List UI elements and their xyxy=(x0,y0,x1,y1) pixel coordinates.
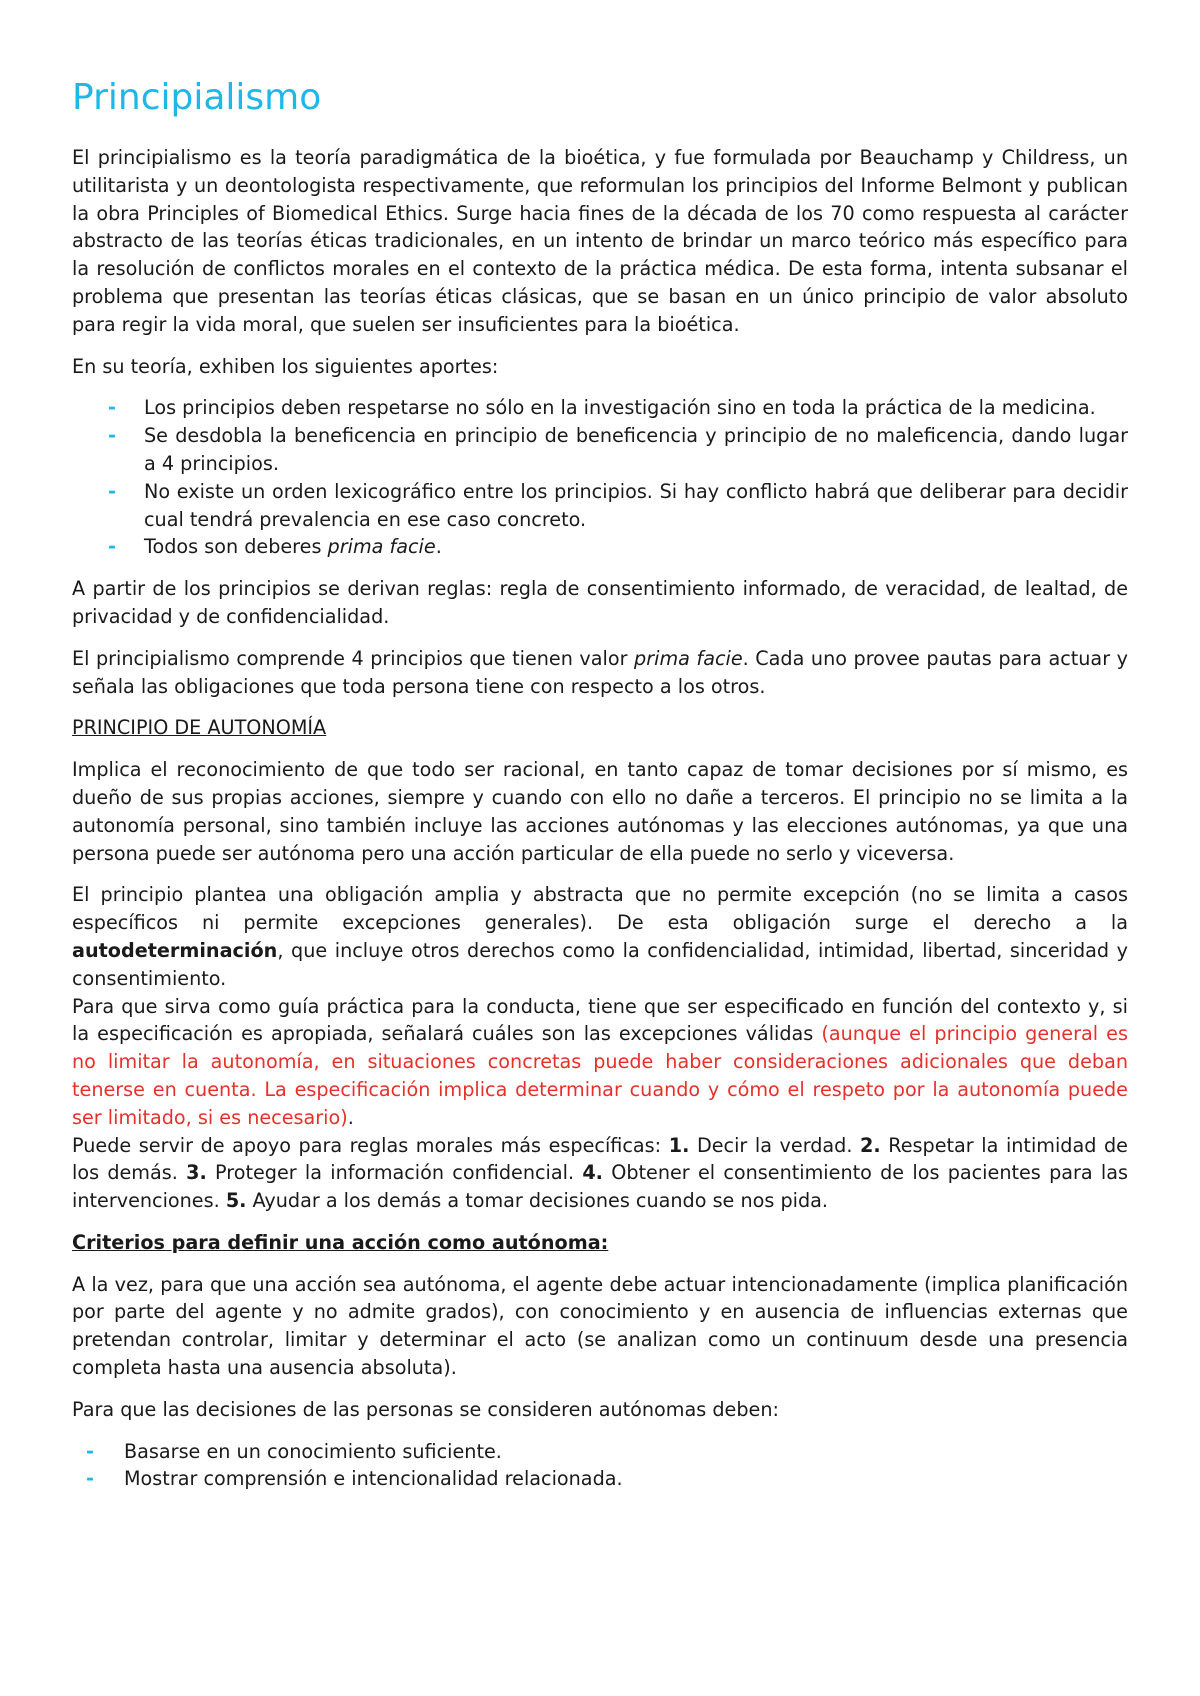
list-item-text: Se desdobla la beneficencia en principio de beneficencia y principio de no maleficencia, dando lugar a 4 principios. xyxy=(144,424,1128,475)
criterios-heading: Criterios para definir una acción como autónoma: xyxy=(72,1230,609,1254)
list-item xyxy=(72,1438,1128,1466)
list-item-text: Mostrar comprensión e intencionalidad relacionada. xyxy=(124,1467,623,1491)
intro-paragraph: El principialismo es la teoría paradigmática de la bioética, y fue formulada por Beauchamp y Childress, un utilitarista y un deontologista respectivamente, que reformulan los principios del Informe Belmont y publican la obra Principles of Biomedical Ethics. Surge hacia fines de la década de los 70 como respuesta al carácter abstracto de las teorías éticas tradicionales, en un intento de brindar un marco teórico más específico para la resolución de conflictos morales en el contexto de la práctica médica. De esta forma, intenta subsanar el problema que presentan las teorías éticas clásicas, que se basan en un único principio de valor absoluto para regir la vida moral, que suelen ser insuficientes para la bioética. xyxy=(72,146,1128,336)
rule-text: Proteger la información confidencial. xyxy=(206,1161,583,1185)
criterios-paragraph-2: Para que las decisiones de las personas se consideren autónomas deben: xyxy=(72,1397,779,1421)
rule-number: 1. xyxy=(668,1133,690,1157)
emphasis-text: prima facie xyxy=(327,535,436,559)
reglas-paragraph: A partir de los principios se derivan reglas: regla de consentimiento informado, de veracidad, de lealtad, de privacidad y de confidencialidad. xyxy=(72,577,1128,628)
dash-bullet-icon: - xyxy=(86,1467,94,1491)
dash-bullet-icon: - xyxy=(108,535,116,559)
paragraph-text: El principialismo comprende 4 principios que tienen valor xyxy=(72,646,635,670)
list-item-text: No existe un orden lexicográfico entre los principios. Si hay conflicto habrá que deliberar para decidir cual tendrá prevalencia en ese caso concreto. xyxy=(144,479,1128,531)
list-item-text: Los principios deben respetarse no sólo en la investigación sino en toda la práctica de la medicina. xyxy=(144,396,1096,420)
aportes-intro: En su teoría, exhiben los siguientes aportes: xyxy=(72,354,499,378)
aportes-list xyxy=(72,394,1128,561)
paragraph-text: El principio plantea una obligación amplia y abstracta que no permite excepción (no se limita a casos específicos ni permite excepciones generales). De esta obligación surge el derecho a la xyxy=(72,883,1128,935)
paragraph-text: . Cada uno provee pautas para actuar y señala las obligaciones que toda persona tiene con respecto a los otros. xyxy=(72,646,1128,698)
rule-text: Respetar la intimidad de los demás. xyxy=(72,1133,1128,1185)
paragraph-text: Para que sirva como guía práctica para la conducta, tiene que ser especificado en función del contexto y, si la especificación es apropiada, señalará cuáles son las excepciones válidas xyxy=(72,994,1128,1046)
list-item-text: Todos son deberes xyxy=(144,535,328,559)
list-item xyxy=(72,1465,1128,1493)
list-item xyxy=(72,533,1128,561)
criterios-list xyxy=(72,1438,1128,1494)
dash-bullet-icon: - xyxy=(108,424,116,448)
criterios-paragraph-1: A la vez, para que una acción sea autónoma, el agente debe actuar intencionadamente (implica planificación por parte del agente y no admite grados), con conocimiento y en ausencia de influencias externas que pretendan controlar, limitar y determinar el acto (se analizan como un continuum desde una presencia completa hasta una ausencia absoluta). xyxy=(72,1272,1128,1380)
list-item-text: . xyxy=(435,535,442,559)
list-item-text: Basarse en un conocimiento suficiente. xyxy=(124,1439,502,1463)
dash-bullet-icon: - xyxy=(108,479,116,503)
list-item xyxy=(72,422,1128,478)
highlighted-text: (aunque el principio general es no limitar la autonomía, en situaciones concretas puede haber consideraciones adicionales que deban tenerse en cuenta. La especificación implica determinar cuando y cómo el respeto por la autonomía puede ser limitado, si es necesario) xyxy=(72,1022,1128,1129)
list-item xyxy=(72,394,1128,422)
autonomia-paragraph-1: Implica el reconocimiento de que todo ser racional, en tanto capaz de tomar decisiones por sí mismo, es dueño de sus propias acciones, siempre y cuando con ello no dañe a terceros. El principio no se limita a la autonomía personal, sino también incluye las acciones autónomas y las elecciones autónomas, ya que una persona puede ser autónoma pero una acción particular de ella puede no serlo y viceversa. xyxy=(72,758,1128,865)
rule-number: 2. xyxy=(860,1133,881,1157)
paragraph-text: , que incluye otros derechos como la confidencialidad, intimidad, libertad, sinceridad y consentimiento. xyxy=(72,938,1128,990)
list-item xyxy=(72,478,1128,534)
dash-bullet-icon: - xyxy=(108,396,116,420)
autonomia-paragraph-2 xyxy=(72,881,1128,992)
paragraph-text: . xyxy=(347,1105,354,1129)
paragraph-text: Puede servir de apoyo para reglas morales más específicas: xyxy=(72,1133,669,1157)
cuatro-principios-paragraph xyxy=(72,645,1128,701)
dash-bullet-icon: - xyxy=(86,1439,94,1463)
autonomia-heading: PRINCIPIO DE AUTONOMÍA xyxy=(72,716,327,740)
page-title: Principialismo xyxy=(72,77,322,118)
emphasis-text: prima facie xyxy=(634,646,743,670)
autonomia-paragraph-3 xyxy=(72,993,1128,1132)
autonomia-paragraph-4 xyxy=(72,1132,1128,1215)
rule-number: 4. xyxy=(582,1161,603,1185)
bold-term: autodeterminación xyxy=(72,938,278,962)
rule-number: 3. xyxy=(186,1161,207,1185)
rule-number: 5. xyxy=(225,1189,247,1213)
rule-text: Obtener el consentimiento de los pacientes para las intervenciones. xyxy=(72,1161,1128,1213)
rule-text: Decir la verdad. xyxy=(689,1133,861,1157)
rule-text: Ayudar a los demás a tomar decisiones cuando se nos pida. xyxy=(246,1189,829,1213)
